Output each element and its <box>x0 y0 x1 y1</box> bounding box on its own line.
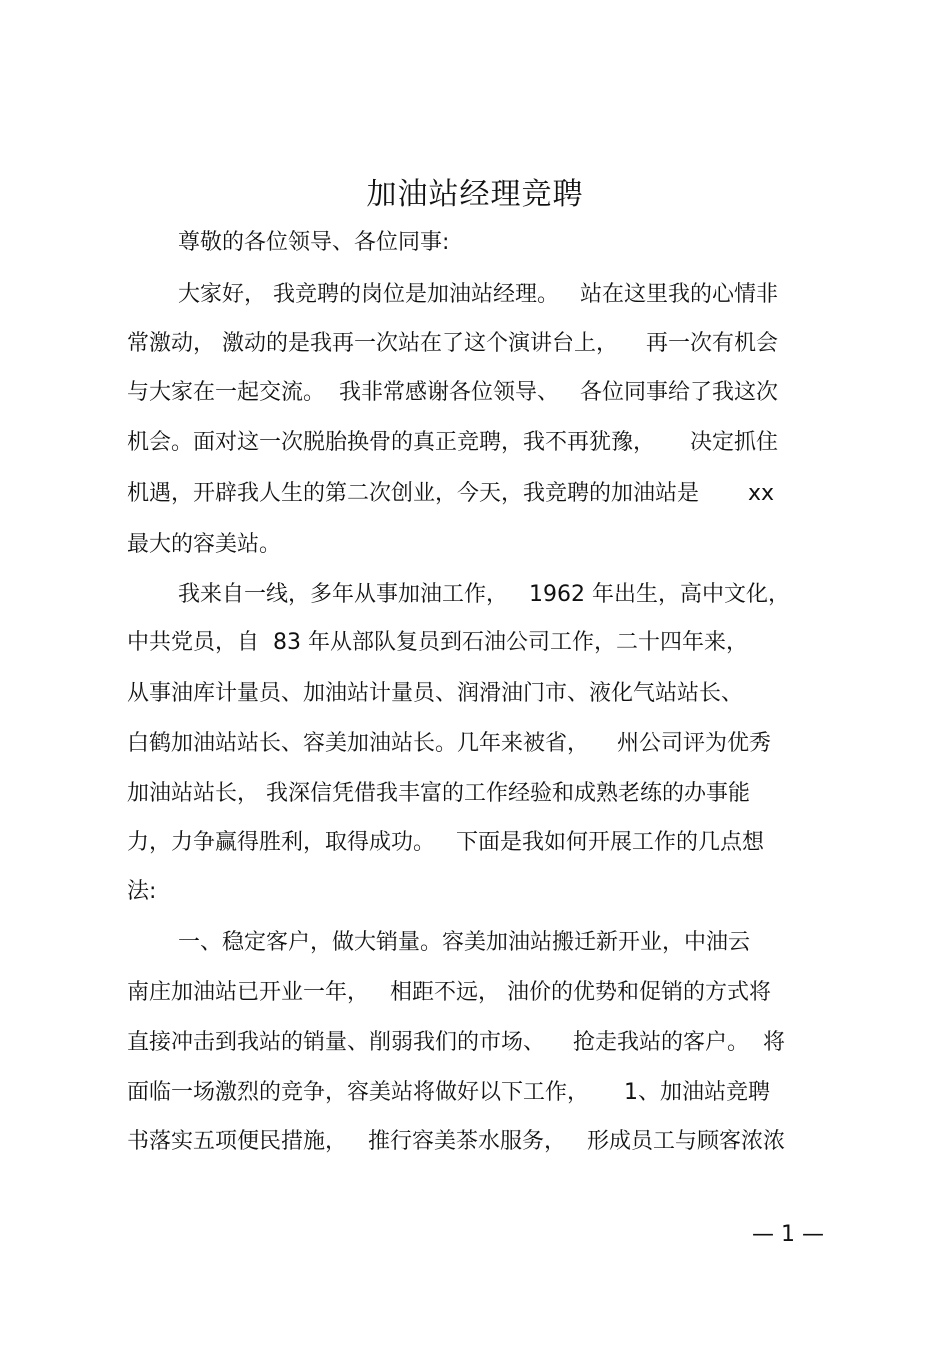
paragraph2-line: 力，力争赢得胜利，取得成功。 下面是我如何开展工作的几点想 <box>127 830 764 855</box>
paragraph1-line: 机会。面对这一次脱胎换骨的真正竞聘，我不再犹豫， 决定抓住 <box>127 430 778 455</box>
paragraph1-line: 与大家在一起交流。 我非常感谢各位领导、 各位同事给了我这次 <box>127 380 778 405</box>
paragraph3-line: 一、稳定客户，做大销量。容美加油站搬迁新开业，中油云 <box>178 930 751 955</box>
paragraph3-line: 南庄加油站已开业一年， 相距不远， 油价的优势和促销的方式将 <box>127 980 771 1005</box>
paragraph2-line: 我来自一线，多年从事加油工作， 1962 年出生，高中文化， <box>178 582 790 607</box>
paragraph2-line: 加油站站长， 我深信凭借我丰富的工作经验和成熟老练的办事能 <box>127 781 750 806</box>
paragraph2-line: 从事油库计量员、加油站计量员、润滑油门市、液化气站站长、 <box>127 681 744 706</box>
paragraph3-line: 面临一场激烈的竞争，容美站将做好以下工作， 1、加油站竞聘 <box>127 1080 770 1105</box>
paragraph3-line: 书落实五项便民措施， 推行容美茶水服务， 形成员工与顾客浓浓 <box>127 1129 785 1154</box>
paragraph2-line: 中共党员，自 83 年从部队复员到石油公司工作，二十四年来， <box>127 630 748 655</box>
paragraph3-line: 直接冲击到我站的销量、削弱我们的市场、 抢走我站的客户。 将 <box>127 1030 785 1055</box>
document-title: 加油站经理竞聘 <box>366 177 584 212</box>
paragraph2-line: 法: <box>127 879 157 904</box>
page-number: — 1 — <box>752 1222 824 1247</box>
paragraph1-line: 常激动， 激动的是我再一次站在了这个演讲台上， 再一次有机会 <box>127 331 778 356</box>
paragraph2-line: 白鹤加油站站长、容美加油站长。几年来被省， 州公司评为优秀 <box>127 731 771 756</box>
paragraph1-line: 机遇，开辟我人生的第二次创业，今天，我竞聘的加油站是 xx <box>127 481 774 506</box>
paragraph1-line: 大家好， 我竞聘的岗位是加油站经理。 站在这里我的心情非 <box>178 282 778 307</box>
greeting: 尊敬的各位领导、各位同事: <box>178 230 450 255</box>
paragraph1-line: 最大的容美站。 <box>127 532 282 557</box>
